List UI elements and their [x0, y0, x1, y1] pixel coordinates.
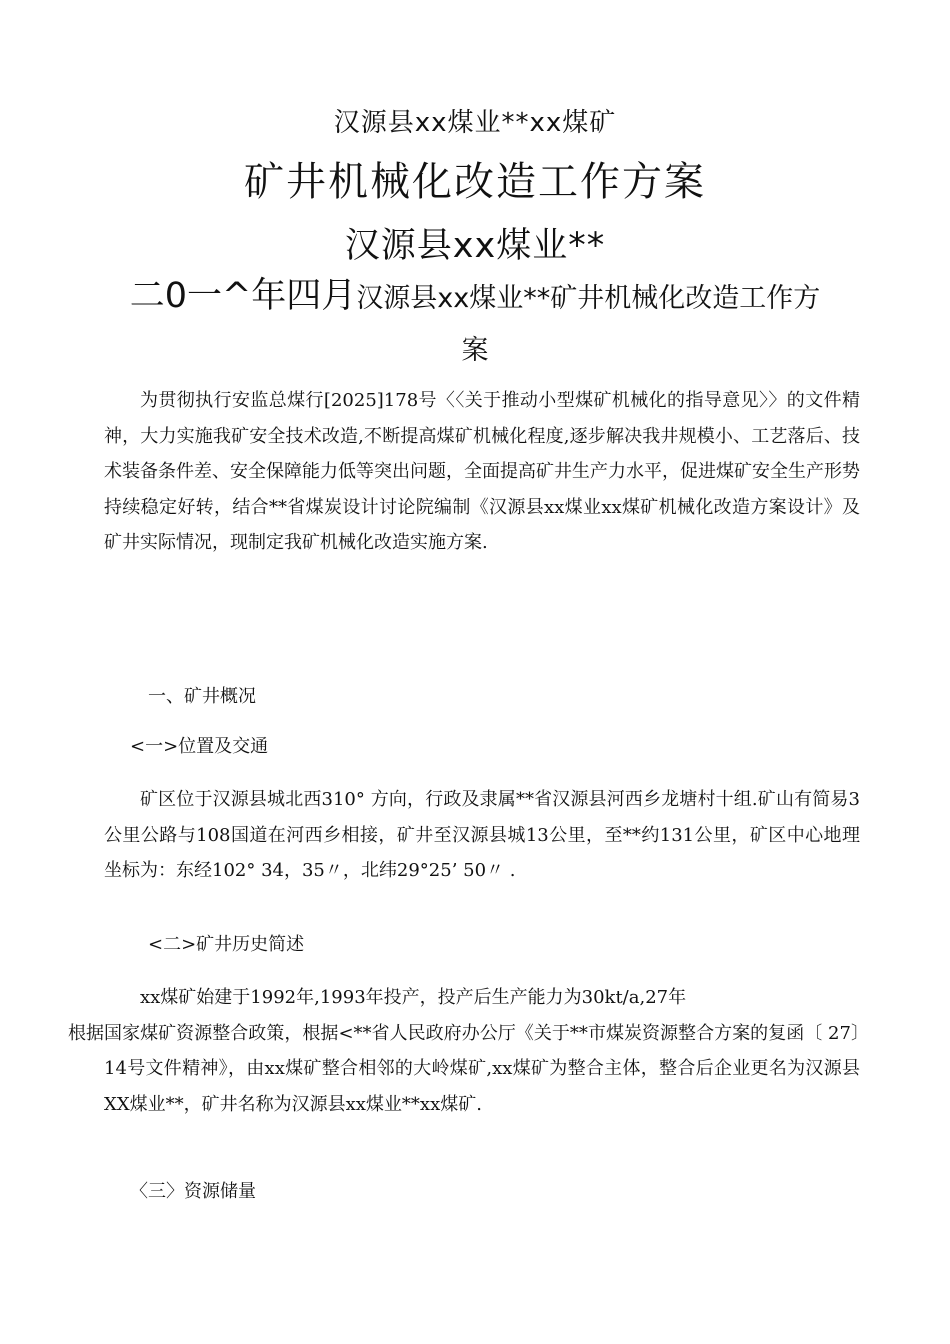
history-paragraph-rest: 根据国家煤矿资源整合政策，根据<**省人民政府办公厅《关于**市煤炭资源整合方案的复函〔 27〕14号文件精神》，由xx煤矿整合相邻的大岭煤矿,xx煤矿为整合主体，整合后企业更名为汉源县XX煤业**，矿井名称为汉源县xx煤业**xx煤矿. — [68, 1022, 860, 1115]
history-paragraph — [68, 980, 860, 1122]
section-heading-history: <二>矿井历史简述 — [148, 934, 305, 955]
history-paragraph-line1: xx煤矿始建于1992年,1993年投产，投产后生产能力为30kt/a,27年 — [140, 987, 687, 1008]
date-and-title-line — [0, 268, 950, 318]
section-heading-overview: 一、矿井概况 — [148, 686, 256, 707]
location-paragraph: 矿区位于汉源县城北西310° 方向，行政及隶属**省汉源县河西乡龙塘村十组.矿山有简易3公里公路与108国道在河西乡相接，矿井至汉源县城13公里，至**约131公里，矿区中心地理坐标为：东经102° 34，35〃，北纬29°25’ 50〃 . — [104, 789, 860, 881]
repeat-title-line: 汉源县xx煤业**矿井机械化改造工作方 — [356, 283, 821, 314]
repeat-title-tail: 案 — [461, 335, 489, 366]
section-heading-reserves: 〈三〉资源储量 — [130, 1181, 256, 1202]
section-heading-location: <一>位置及交通 — [130, 736, 269, 757]
main-title: 矿井机械化改造工作方案 — [244, 159, 706, 205]
date-text: 二0一^年四月 — [129, 276, 357, 316]
company-short: 汉源县xx煤业** — [344, 226, 606, 266]
intro-paragraph: 为贯彻执行安监总煤行[2025]178号〈〈关于推动小型煤矿机械化的指导意见〉〉的文件精神，大力实施我矿安全技术改造,不断提高煤矿机械化程度,逐步解决我井规模小、工艺落后、技术装备条件差、安全保障能力低等突出问题，全面提高矿井生产力水平，促进煤矿安全生产形势持续稳定好转，结合**省煤炭设计讨论院编制《汉源县xx煤业xx煤矿机械化改造方案设计》及矿井实际情况，现制定我矿机械化改造实施方案. — [104, 390, 860, 553]
company-line: 汉源县xx煤业**xx煤矿 — [333, 108, 617, 138]
